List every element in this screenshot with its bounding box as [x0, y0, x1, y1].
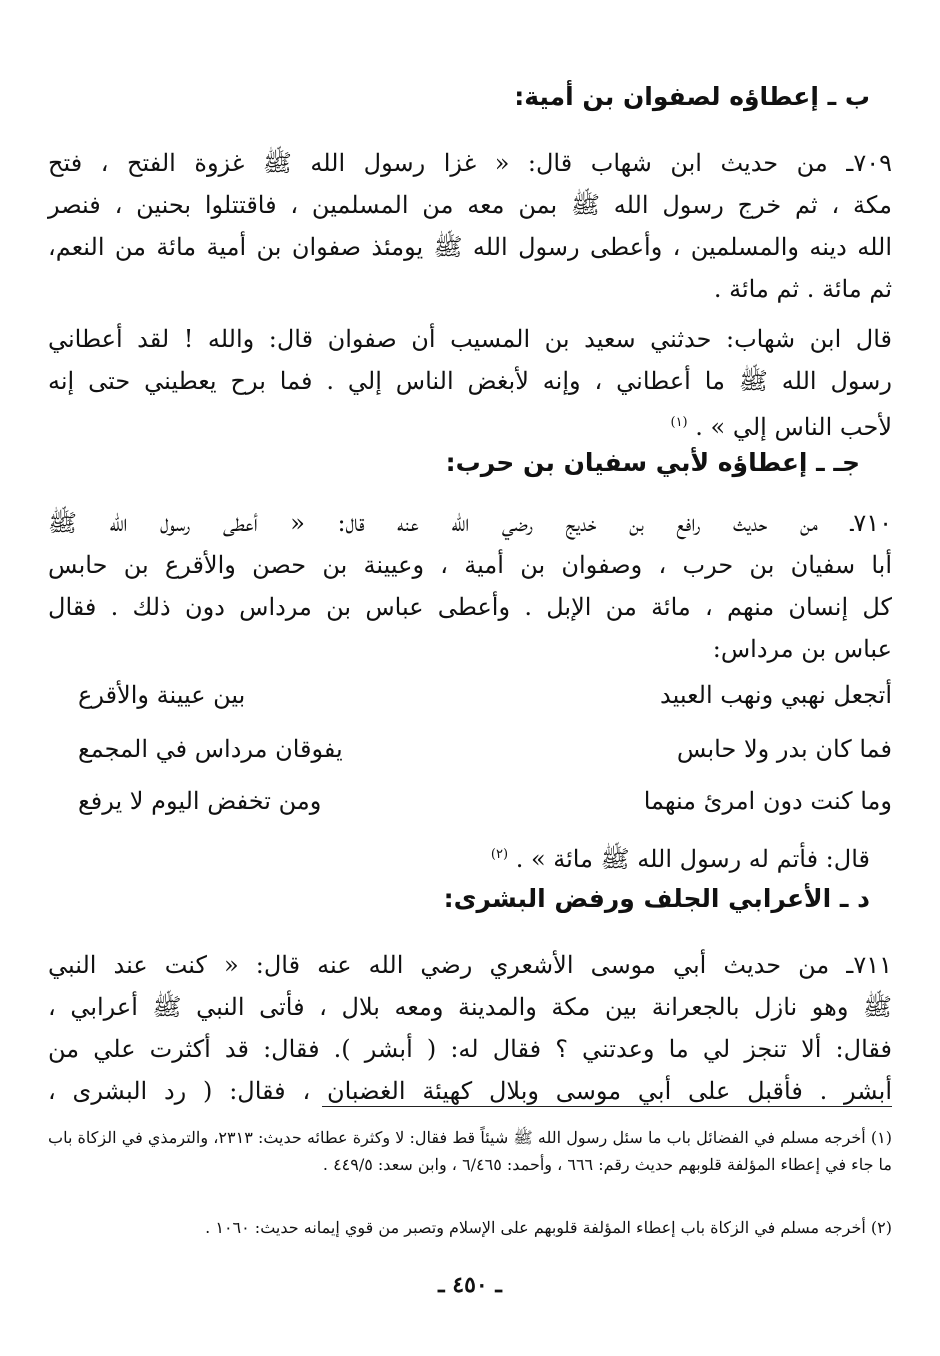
hadith-709: [48, 142, 892, 310]
hadith-709-line-2: مكة ، ثم خرج رسول الله ﷺ بمن معه من المسلمين ، فاقتتلوا بحنين ، فنصر: [48, 191, 892, 219]
poem-verse-3: [48, 774, 892, 828]
hadith-710: [48, 502, 892, 670]
footnote-2: (٢) أخرجه مسلم في الزكاة باب إعطاء المؤلفة قلوبهم على الإسلام وتصبر من قوي إيمانه حديث: ١٠٦٠ .: [205, 1218, 892, 1237]
verse-1-second-hemistich: بين عيينة والأقرع: [78, 681, 246, 709]
hadith-711-line-1: ٧١١ـ من حديث أبي موسى الأشعري رضي الله عنه قال: « كنت عند النبي: [48, 951, 892, 979]
ibn-shihab-line-2: رسول الله ﷺ ما أعطاني ، وإنه لأبغض الناس إلي . فما برح يعطيني حتى إنه: [48, 367, 892, 395]
hadith-710-conclusion: [48, 834, 870, 876]
footnote-ref-2[interactable]: (٢): [490, 847, 509, 862]
hadith-711-line-3: فقال: ألا تنجز لي ما وعدتني ؟ فقال له: ( أبشر ). فقال: قد أكثرت علي من: [48, 1035, 892, 1063]
section-heading-j: جـ ـ إعطاؤه لأبي سفيان بن حرب:: [445, 448, 860, 477]
page-number: ـ ٤٥٠ ـ: [438, 1272, 502, 1298]
hadith-711: [48, 944, 892, 1112]
hadith-710-conclusion-text: قال: فأتم له رسول الله ﷺ مائة » .: [515, 845, 870, 873]
hadith-711-line-4: أبشر . فأقبل على أبي موسى وبلال كهيئة الغضبان ، فقال: ( رد البشرى ،: [48, 1077, 892, 1105]
hadith-710-line-4: عباس بن مرداس:: [712, 635, 892, 663]
hadith-710-line-1: ٧١٠ـ من حديث رافع بن خديج رضي الله عنه قال: « أعطى رسول الله ﷺ: [48, 509, 892, 537]
footnote-separator: [322, 1106, 892, 1107]
poem-verse-2: [48, 722, 892, 776]
hadith-709-line-1: ٧٠٩ـ من حديث ابن شهاب قال: « غزا رسول الله ﷺ غزوة الفتح ، فتح: [48, 149, 893, 177]
hadith-709-line-4: ثم مائة . ثم مائة .: [713, 275, 892, 303]
verse-3-second-hemistich: ومن تخفض اليوم لا يرفع: [78, 787, 322, 815]
hadith-710-line-3: كل إنسان منهم ، مائة من الإبل . وأعطى عباس بن مرداس دون ذلك . فقال: [48, 593, 892, 621]
verse-2-second-hemistich: يفوقان مرداس في المجمع: [78, 735, 343, 763]
footnote-1: (١) أخرجه مسلم في الفضائل باب ما سئل رسول الله ﷺ شيئاً قط فقال: لا وكثرة عطائه حديث: ٢٣١٣، والترمذي في الزكاة باب ما جاء في إعطاء المؤلفة قلوبهم حديث رقم: ٦٦٦ ، وأحمد: ٦/٤٦٥ ، وابن سعد: ٤٤٩/٥ .: [48, 1128, 892, 1174]
footnote-ref-1[interactable]: (١): [670, 415, 688, 430]
hadith-710-line-2: أبا سفيان بن حرب ، وصفوان بن أمية ، وعيينة بن حصن والأقرع بن حابس: [48, 551, 892, 579]
verse-3-first-hemistich: وما كنت دون امرئ منهما: [643, 787, 892, 815]
ibn-shihab-paragraph: [48, 318, 892, 444]
ibn-shihab-line-3: لأحب الناس إلي » . $^{(١)}$: [670, 413, 892, 441]
hadith-711-line-2: ﷺ وهو نازل بالجعرانة بين مكة والمدينة ومعه بلال ، فأتى النبي ﷺ أعرابي ،: [48, 993, 892, 1021]
ibn-shihab-line-1: قال ابن شهاب: حدثني سعيد بن المسيب أن صفوان قال: والله ! لقد أعطاني: [48, 325, 892, 353]
verse-1-first-hemistich: أتجعل نهبي ونهب العبيد: [659, 681, 892, 709]
section-heading-d: د ـ الأعرابي الجلف ورفض البشرى:: [443, 884, 870, 913]
poem-verse-1: [48, 668, 892, 722]
section-heading-b: ب ـ إعطاؤه لصفوان بن أمية:: [514, 82, 870, 111]
hadith-709-line-3: الله دينه والمسلمين ، وأعطى رسول الله ﷺ يومئذ صفوان بن أمية مائة من النعم،: [48, 233, 892, 261]
verse-2-first-hemistich: فما كان بدر ولا حابس: [676, 735, 892, 763]
